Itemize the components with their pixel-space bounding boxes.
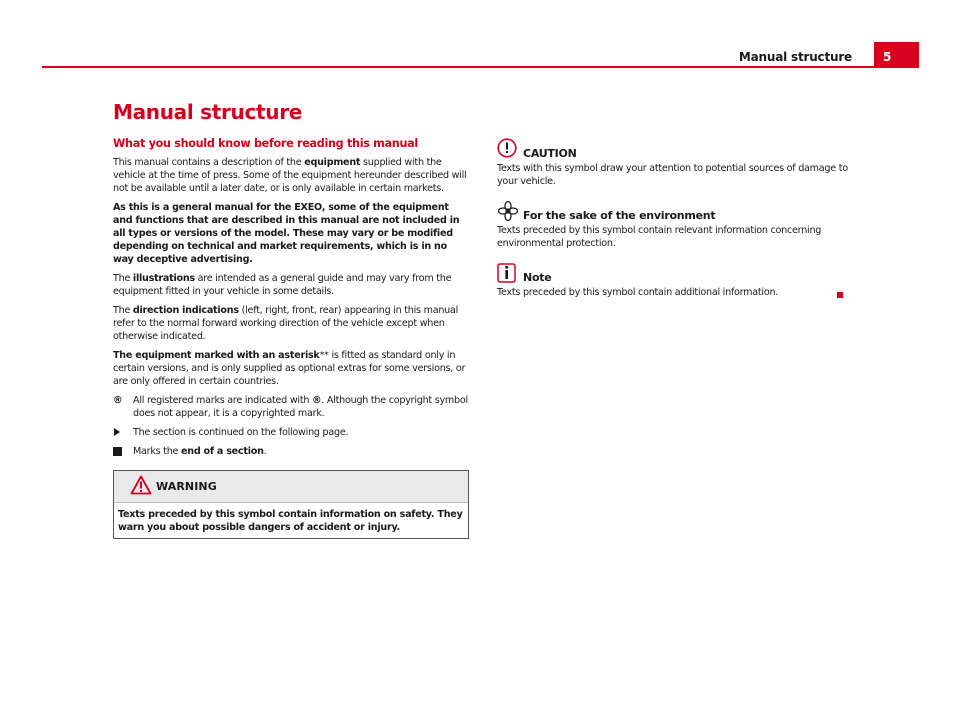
flower-environment-icon bbox=[497, 200, 519, 222]
environment-text: Texts preceded by this symbol contain relevant information concerning environmental protection. bbox=[497, 225, 822, 249]
warning-box bbox=[113, 470, 469, 539]
note-info-icon bbox=[497, 262, 517, 284]
running-header-title: Manual structure bbox=[738, 50, 852, 64]
end-of-section-square-icon bbox=[113, 447, 122, 456]
note-text: Texts preceded by this symbol contain additional information. bbox=[497, 287, 779, 298]
continued-item: The section is continued on the following page. bbox=[113, 426, 469, 439]
warning-triangle-icon bbox=[130, 475, 152, 495]
end-of-section-item: Marks the end of a section. bbox=[113, 445, 469, 458]
note-title: Note bbox=[523, 271, 552, 284]
warning-text: Texts preceded by this symbol contain information on safety. They warn you about possible dangers of accident or injury. bbox=[118, 509, 463, 533]
caution-title: CAUTION bbox=[523, 147, 577, 160]
right-column bbox=[497, 138, 867, 311]
header-rule bbox=[42, 66, 919, 68]
registered-marks-item: ® All registered marks are indicated with ®. Although the copyright symbol does not appear, it is a copyrighted mark. bbox=[113, 395, 468, 419]
intro-paragraph: This manual contains a description of the equipment supplied with the vehicle at the time of press. Some of the equipment hereunder described will not be available until a later date, or is only available in certain markets. bbox=[113, 157, 467, 194]
left-column bbox=[113, 100, 469, 539]
page-number-tab: 5 bbox=[874, 42, 919, 68]
asterisk-paragraph: The equipment marked with an asterisk** is fitted as standard only in certain versions, and is only supplied as optional extras for some versions, or are only offered in certain countries. bbox=[113, 350, 466, 387]
warning-title: WARNING bbox=[156, 480, 217, 493]
illustrations-paragraph: The illustrations are intended as a general guide and may vary from the equipment fitted in your vehicle in some details. bbox=[113, 273, 452, 297]
end-of-section-marker bbox=[837, 292, 843, 298]
continue-arrow-icon bbox=[114, 428, 120, 436]
environment-title: For the sake of the environment bbox=[523, 209, 716, 222]
general-notice-paragraph: As this is a general manual for the EXEO, some of the equipment and functions that are described in this manual are not included in all types or versions of the model. These may vary or be modified depending on technical and market requirements, which is in no way deceptive advertising. bbox=[113, 202, 460, 265]
registered-symbol: ® bbox=[113, 395, 123, 406]
caution-circle-icon bbox=[497, 138, 517, 158]
section-subtitle: What you should know before reading this manual bbox=[113, 137, 418, 150]
directions-paragraph: The direction indications (left, right, front, rear) appearing in this manual refer to the normal forward working direction of the vehicle except when otherwise indicated. bbox=[113, 305, 459, 342]
page-title: Manual structure bbox=[113, 100, 303, 124]
caution-block bbox=[497, 138, 867, 188]
environment-block bbox=[497, 200, 867, 250]
warning-header bbox=[114, 471, 468, 503]
caution-text: Texts with this symbol draw your attention to potential sources of damage to your vehicle. bbox=[497, 163, 848, 187]
note-block bbox=[497, 262, 867, 299]
